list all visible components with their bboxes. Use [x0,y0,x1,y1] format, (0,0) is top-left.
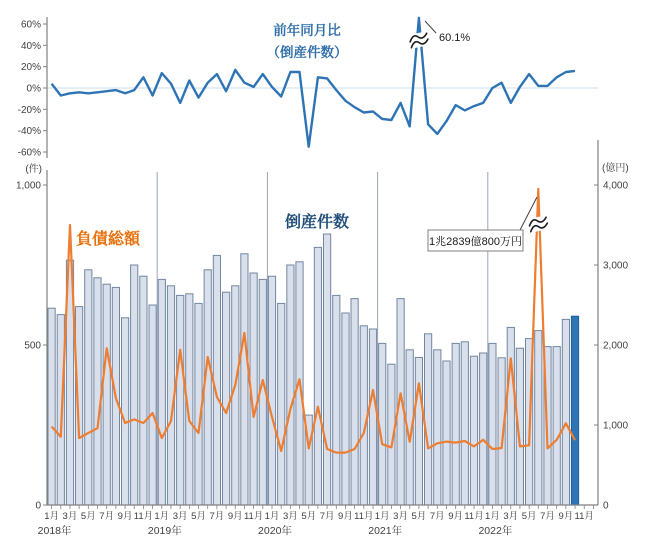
yoy-axis-break-mark [407,31,431,49]
left-axis-tick-label: 500 [24,340,41,352]
month-tick-label: 5月 [301,511,317,522]
left-axis-unit-label: (件) [25,164,42,175]
bar [425,334,432,505]
bar [480,353,487,505]
year-tick-label: 2018年 [37,525,72,537]
bar [213,255,220,505]
bar [287,265,294,505]
bar [122,318,129,505]
bar [369,329,376,505]
bar [342,313,349,505]
bar [351,299,358,505]
month-tick-label: 9月 [558,511,574,522]
month-tick-label: 1月 [484,511,500,522]
liabilities-axis-break-mark [526,215,550,233]
month-tick-label: 7月 [429,511,445,522]
year-tick-label: 2020年 [258,525,292,537]
bar [314,247,321,505]
bar [131,265,138,505]
month-tick-label: 9月 [338,511,353,522]
bar [535,331,542,505]
bar [57,315,64,505]
month-tick-label: 11月 [133,511,154,522]
right-axis-tick-label: 3,000 [603,260,629,272]
month-tick-label: 1月 [44,511,59,522]
month-tick-label: 1月 [264,511,280,522]
yoy-chart-title: 前年同月比 [273,23,341,38]
month-tick-label: 3月 [503,511,519,522]
left-axis-tick-label: 0 [35,500,41,512]
year-tick-label: 2021年 [368,525,403,537]
month-tick-label: 3月 [62,511,78,522]
top-axis-tick-label: -60% [17,147,41,159]
month-tick-label: 7月 [209,511,225,522]
right-axis-tick-label: 2,000 [603,340,629,352]
right-axis-tick-label: 0 [603,500,609,512]
bar [140,276,147,505]
bar [76,307,83,505]
liabilities-annotation-box [428,197,537,251]
right-axis-tick-label: 1,000 [603,420,629,432]
bar [507,327,514,505]
month-tick-label: 1月 [154,511,170,522]
right-axis-tick-label: 4,000 [603,180,629,192]
bar [324,234,331,505]
liabilities-series-label: 負債総額 [76,231,141,248]
bar [241,254,248,505]
generated-plots [16,17,628,537]
bankruptcy-series-label: 倒産件数 [285,214,350,231]
month-tick-label: 3月 [282,511,298,522]
bar [158,279,165,505]
bar [452,343,459,505]
top-axis-tick-label: 0% [26,83,41,95]
bar [103,284,110,505]
bar [333,295,340,505]
year-tick-label: 2019年 [147,525,182,537]
month-tick-label: 3月 [172,511,188,522]
bar [489,343,496,505]
top-axis-tick-label: -40% [17,126,41,138]
bar [562,319,569,505]
bar [553,347,560,505]
month-tick-label: 5月 [521,511,537,522]
bar [278,303,285,505]
bar [461,342,468,505]
right-axis-unit-label: (億円) [602,163,629,174]
month-tick-label: 3月 [393,511,408,522]
bar [177,295,184,505]
left-axis-tick-label: 1,000 [15,180,41,192]
year-tick-label: 2022年 [478,525,513,537]
bar [48,308,55,505]
month-tick-label: 9月 [227,511,243,522]
bar [434,350,441,505]
bar-latest-month [571,316,578,505]
month-tick-label: 7月 [99,511,115,522]
liabilities-annotation-label: 1兆2839億800万円 [429,236,522,248]
month-tick-label: 1月 [374,511,390,522]
month-tick-label: 5月 [80,511,96,522]
month-tick-label: 11月 [243,511,264,522]
bar [204,270,211,505]
bar [223,292,230,505]
bar [470,356,477,505]
month-tick-label: 11月 [354,511,374,522]
yoy-chart-subtitle: （倒産件数） [266,45,348,60]
bar [360,326,367,505]
month-tick-label: 7月 [319,511,335,522]
month-tick-label: 9月 [448,511,464,522]
bar [268,276,275,505]
month-tick-label: 11月 [574,511,594,522]
month-tick-label: 7月 [540,511,555,522]
bar [94,278,101,505]
bar [149,305,156,505]
peak-pointer-line [425,21,436,33]
top-axis-tick-label: 20% [20,62,41,74]
top-axis-tick-label: 40% [20,40,41,52]
bar [443,361,450,505]
month-tick-label: 9月 [117,511,133,522]
bar [415,358,422,506]
month-tick-label: 5月 [411,511,427,522]
month-tick-label: 11月 [464,511,484,522]
bar [85,270,92,505]
peak-value-label: 60.1% [439,32,471,44]
bankruptcy-bars [48,234,579,505]
top-axis-tick-label: -20% [17,104,41,116]
top-axis-tick-label: 60% [20,19,41,31]
month-tick-label: 5月 [191,511,206,522]
